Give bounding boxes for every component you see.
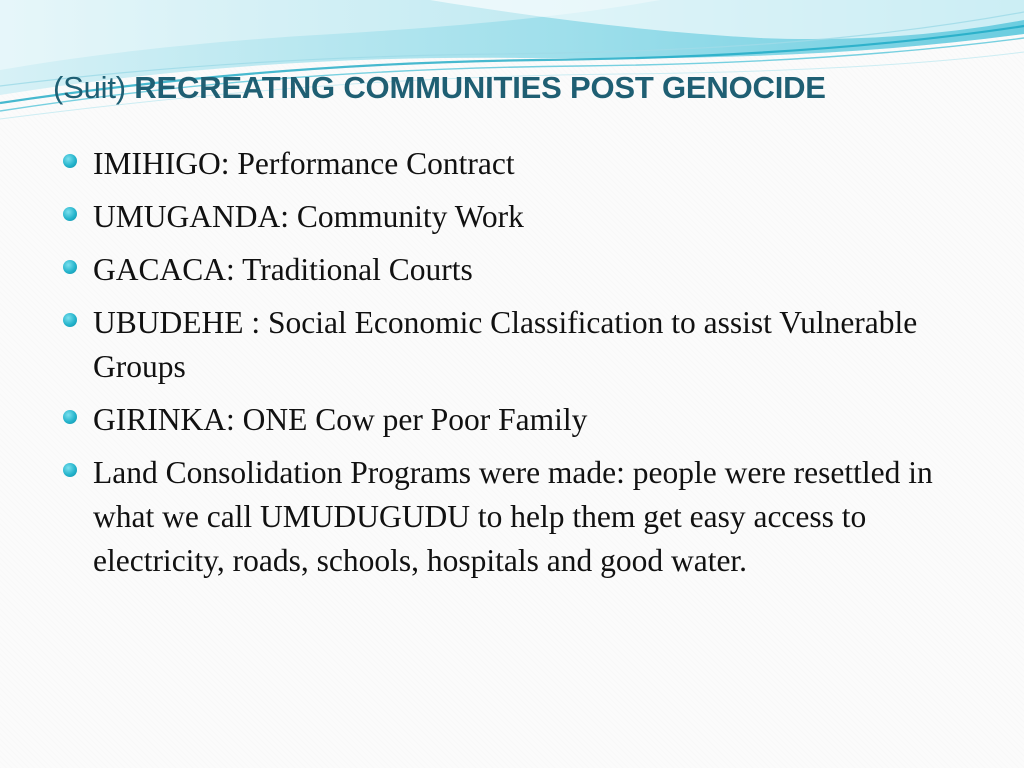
bullet-list bbox=[62, 142, 962, 592]
round-bullet-icon bbox=[63, 154, 77, 168]
bullet-item-gacaca bbox=[62, 248, 962, 292]
bullet-text: IMIHIGO: Performance Contract bbox=[93, 146, 515, 181]
bullet-text: GIRINKA: ONE Cow per Poor Family bbox=[93, 402, 588, 437]
bullet-item-girinka bbox=[62, 398, 962, 442]
bullet-text: Land Consolidation Programs were made: people were resettled in what we call UMUDUGUDU to help them get easy access to electricity, roads, schools, hospitals and good water. bbox=[93, 455, 933, 578]
round-bullet-icon bbox=[63, 410, 77, 424]
round-bullet-icon bbox=[63, 260, 77, 274]
bullet-text: UMUGANDA: Community Work bbox=[93, 199, 524, 234]
slide-title-main: RECREATING COMMUNITIES POST GENOCIDE bbox=[134, 70, 826, 105]
bullet-item-imihigo bbox=[62, 142, 962, 186]
bullet-item-ubudehe bbox=[62, 301, 962, 389]
slide-title-prefix: (Suit) bbox=[53, 70, 126, 105]
bullet-item-umuganda bbox=[62, 195, 962, 239]
slide-title bbox=[53, 66, 993, 110]
round-bullet-icon bbox=[63, 207, 77, 221]
header-wave-decoration bbox=[0, 0, 1024, 130]
bullet-item-land-consolidation bbox=[62, 451, 962, 583]
round-bullet-icon bbox=[63, 313, 77, 327]
bullet-text: UBUDEHE : Social Economic Classification to assist Vulnerable Groups bbox=[93, 305, 918, 384]
round-bullet-icon bbox=[63, 463, 77, 477]
bullet-text: GACACA: Traditional Courts bbox=[93, 252, 473, 287]
